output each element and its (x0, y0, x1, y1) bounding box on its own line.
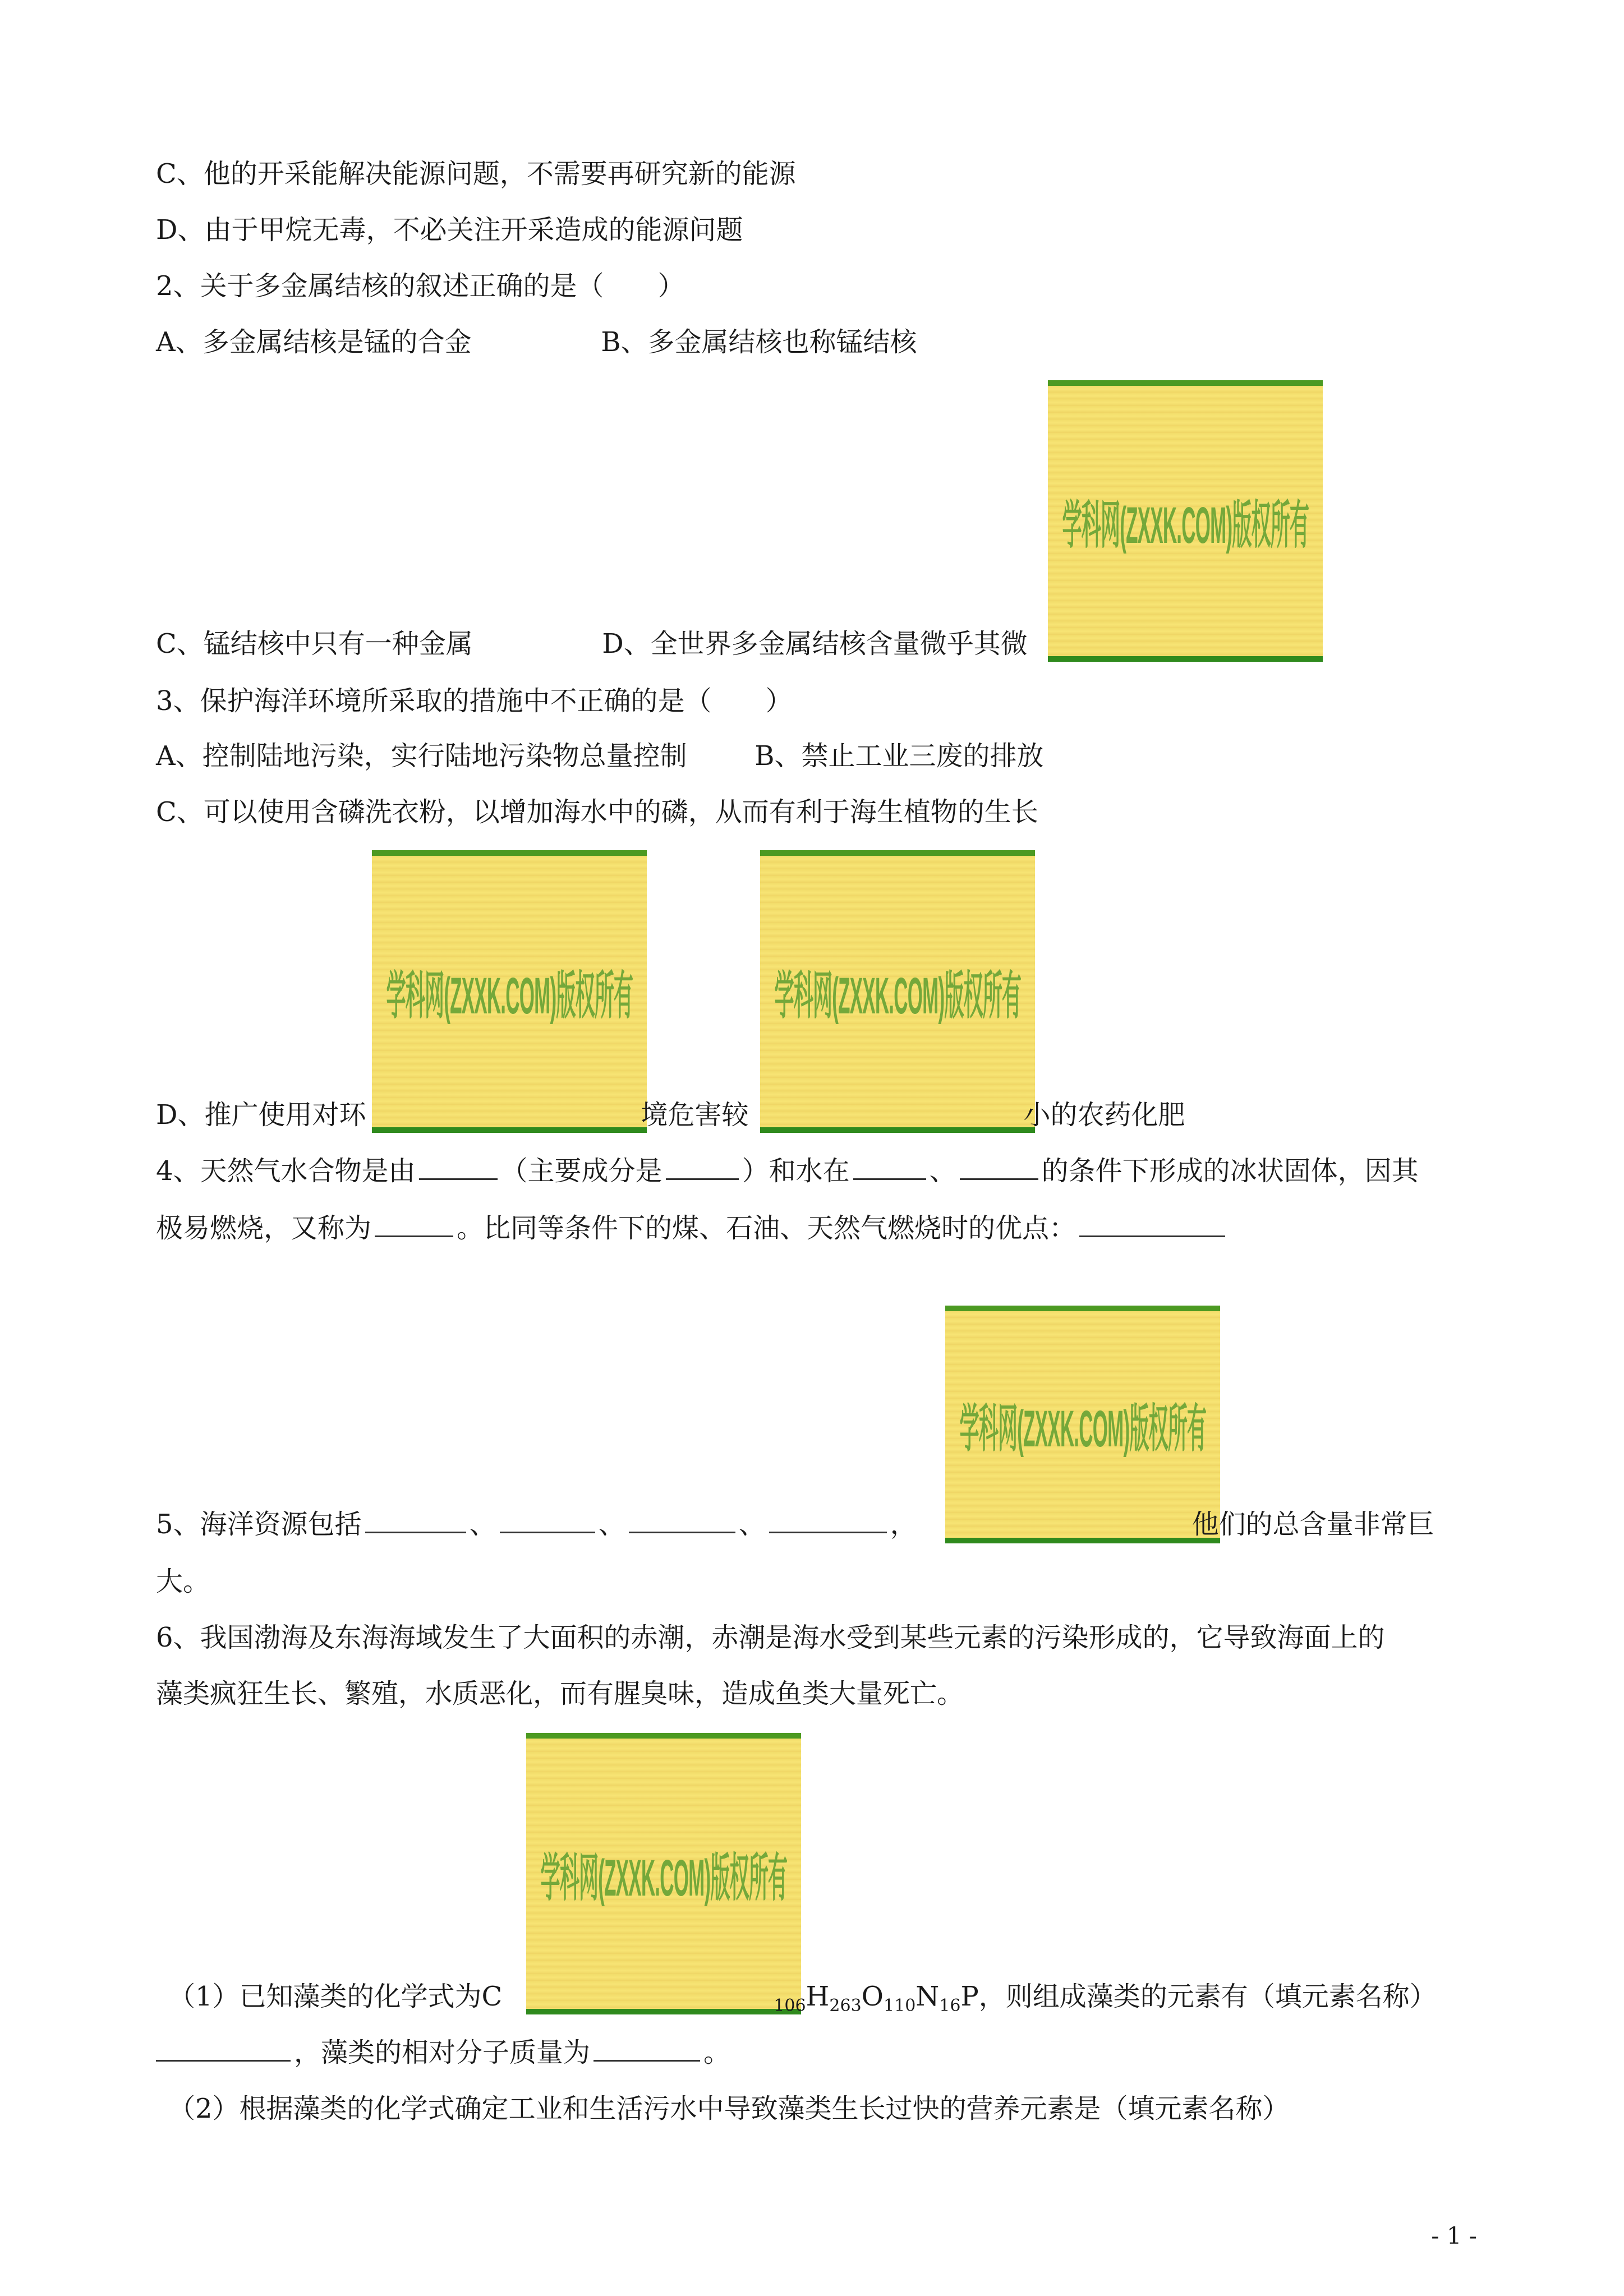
blank (500, 1509, 595, 1533)
blank (1079, 1213, 1225, 1237)
watermark-4: 学科网(ZXXK.COM)版权所有 (945, 1306, 1220, 1543)
option-d-q2: D、全世界多金属结核含量微乎其微 (602, 628, 1028, 660)
option-c-q3: C、可以使用含磷洗衣粉，以增加海水中的磷，从而有利于海生植物的生长 (156, 796, 1038, 828)
blank (375, 1213, 453, 1237)
question-4-cont: 极易燃烧，又称为 。比同等条件下的煤、石油、天然气燃烧时的优点： (156, 1211, 1229, 1245)
option-b-q2: B、多金属结核也称锰结核 (601, 326, 917, 358)
option-a-q3: A、控制陆地污染，实行陆地污染物总量控制 (156, 740, 687, 772)
watermark-2: 学科网(ZXXK.COM)版权所有 (372, 850, 647, 1133)
watermark-5: 学科网(ZXXK.COM)版权所有 (526, 1733, 801, 2014)
page-number: - 1 - (1431, 2222, 1477, 2249)
option-b-q3: B、禁止工业三废的排放 (755, 740, 1044, 772)
blank (629, 1509, 735, 1533)
option-a-q2: A、多金属结核是锰的合金 (156, 326, 472, 358)
option-c-q1: C、他的开采能解决能源问题，不需要再研究新的能源 (156, 158, 796, 190)
question-2: 2、关于多金属结核的叙述正确的是（ ） (156, 270, 685, 302)
question-5: 5、海洋资源包括 、 、 、 ， 他们的总含量非常巨 (156, 1509, 1434, 1540)
options-ab-q2 (156, 325, 917, 359)
option-d-q3: D、推广使用对环 境危害较 小的农药化肥 (156, 1099, 1185, 1131)
question-6-part-1: （1）已知藻类的化学式为C $_{106}H_{263}O_{110}N_{16}P$，则组成藻类的元素有（填元素名称） (168, 1981, 1437, 2016)
blank (853, 1156, 926, 1180)
question-6-cont: 藻类疯狂生长、繁殖，水质恶化，而有腥臭味，造成鱼类大量死亡。 (156, 1678, 964, 1709)
question-6-part-1-cont: ，藻类的相对分子质量为 。 (156, 2036, 730, 2069)
blank (769, 1509, 887, 1533)
option-d-q1: D、由于甲烷无毒，不必关注开采造成的能源问题 (156, 214, 743, 246)
options-cd-q2 (156, 627, 1028, 661)
options-ab-q3 (156, 739, 1043, 773)
blank (365, 1509, 466, 1533)
question-4: 4、天然气水合物是由 （主要成分是 ）和水在 、 的条件下形成的冰状固体，因其 (156, 1155, 1419, 1187)
question-6-part-2: （2）根据藻类的化学式确定工业和生活污水中导致藻类生长过快的营养元素是（填元素名称） (168, 2093, 1290, 2124)
blank (666, 1156, 739, 1180)
option-c-q2: C、锰结核中只有一种金属 (156, 628, 473, 660)
blank (156, 2037, 291, 2062)
question-5-cont: 大。 (156, 1566, 210, 1597)
watermark-3: 学科网(ZXXK.COM)版权所有 (760, 850, 1035, 1133)
watermark-1: 学科网(ZXXK.COM)版权所有 (1048, 380, 1323, 662)
question-3: 3、保护海洋环境所采取的措施中不正确的是（ ） (156, 685, 793, 717)
question-6: 6、我国渤海及东海海域发生了大面积的赤潮，赤潮是海水受到某些元素的污染形成的，它导致海面上的 (156, 1622, 1385, 1653)
blank (960, 1156, 1038, 1180)
blank (594, 2037, 700, 2062)
blank (419, 1156, 498, 1180)
